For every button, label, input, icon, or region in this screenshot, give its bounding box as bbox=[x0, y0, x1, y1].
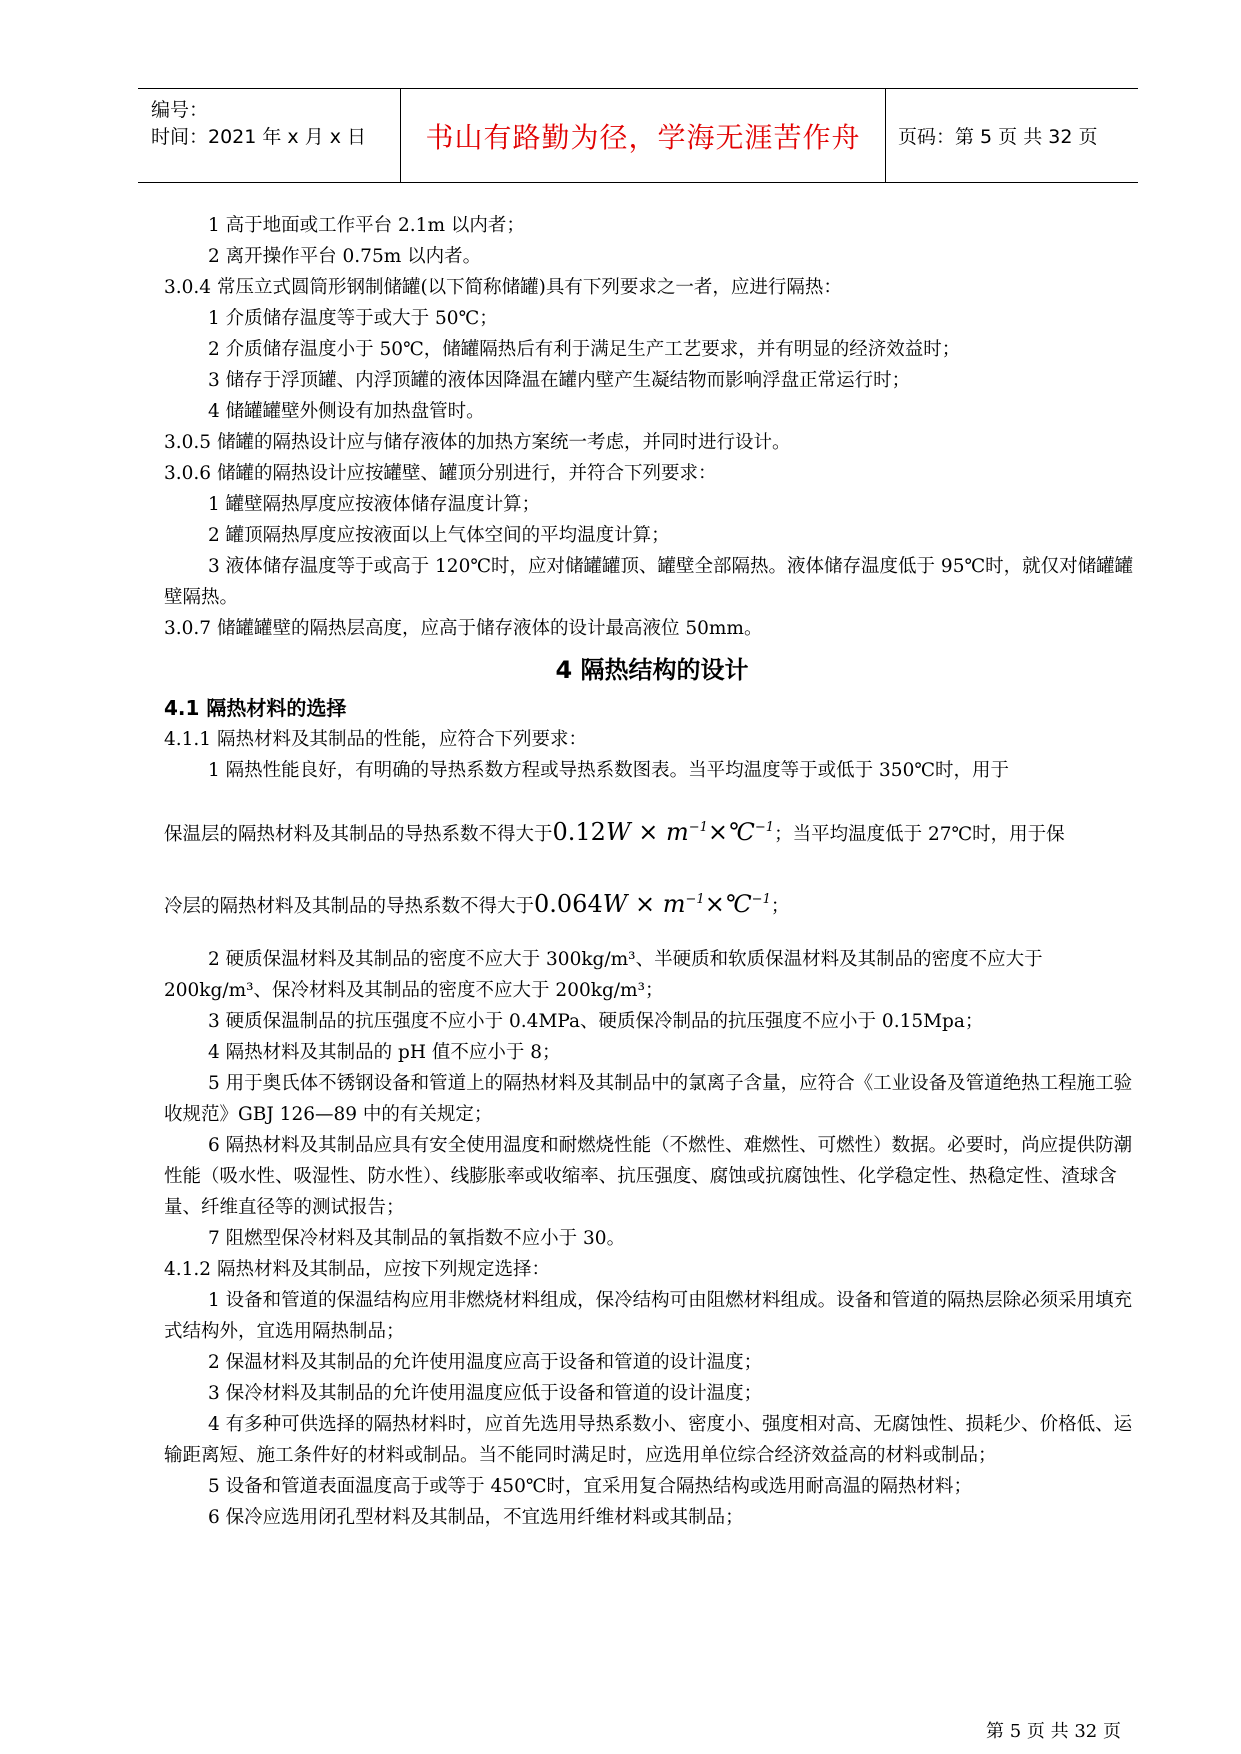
page-footer: 第 5 页 共 32 页 bbox=[986, 1721, 1121, 1742]
paragraph: 4 储罐罐壁外侧设有加热盘管时。 bbox=[208, 401, 485, 422]
page-header bbox=[138, 88, 1138, 183]
formula-text-before: 冷层的隔热材料及其制品的导热系数不得大于 bbox=[164, 896, 535, 917]
subsection-title: 4.1 隔热材料的选择 bbox=[164, 696, 347, 720]
formula-text-before: 保温层的隔热材料及其制品的导热系数不得大于 bbox=[164, 824, 553, 845]
paragraph: 3 储存于浮顶罐、内浮顶罐的液体因降温在罐内壁产生凝结物而影响浮盘正常运行时； bbox=[208, 370, 911, 391]
document-body bbox=[164, 210, 1140, 1533]
paragraph: 6 隔热材料及其制品应具有安全使用温度和耐燃烧性能（不燃性、难燃性、可燃性）数据。必要时，尚应提供防潮性能（吸水性、吸湿性、防水性）、线膨胀率或收缩率、抗压强度、腐蚀或抗腐蚀性、化学稳定性、热稳定性、渣球含量、纤维直径等的测试报告； bbox=[164, 1135, 1133, 1218]
paragraph: 7 阻燃型保冷材料及其制品的氧指数不应小于 30。 bbox=[208, 1228, 626, 1249]
paragraph: 3 液体储存温度等于或高于 120℃时，应对储罐罐顶、罐壁全部隔热。液体储存温度低于 95℃时，就仅对储罐罐壁隔热。 bbox=[164, 556, 1134, 608]
paragraph: 1 高于地面或工作平台 2.1m 以内者； bbox=[208, 215, 525, 236]
clause-3-0-4: 3.0.4 常压立式圆筒形钢制储罐(以下简称储罐)具有下列要求之一者，应进行隔热： bbox=[164, 277, 842, 298]
conductivity-formula: $0.064W \times m^{-1}\times℃^{-1}$ bbox=[534, 890, 771, 918]
clause-3-0-6: 3.0.6 储罐的隔热设计应按罐壁、罐顶分别进行，并符合下列要求： bbox=[164, 463, 717, 484]
paragraph: 5 设备和管道表面温度高于或等于 450℃时，宜采用复合隔热结构或选用耐高温的隔热材料； bbox=[208, 1476, 973, 1497]
paragraph: 4 有多种可供选择的隔热材料时，应首先选用导热系数小、密度小、强度相对高、无腐蚀性、损耗少、价格低、运输距离短、施工条件好的材料或制品。当不能同时满足时，应选用单位综合经济效益高的材料或制品； bbox=[164, 1414, 1133, 1466]
formula-text-after: ； bbox=[770, 896, 790, 917]
clause-3-0-7: 3.0.7 储罐罐壁的隔热层高度，应高于储存液体的设计最高液位 50mm。 bbox=[164, 618, 763, 639]
paragraph: 1 介质储存温度等于或大于 50℃； bbox=[208, 308, 498, 329]
paragraph: 1 罐壁隔热厚度应按液体储存温度计算； bbox=[208, 494, 541, 515]
header-meta-cell bbox=[138, 89, 401, 182]
paragraph: 4 隔热材料及其制品的 pH 值不应小于 8； bbox=[208, 1042, 561, 1063]
clause-4-1-1: 4.1.1 隔热材料及其制品的性能，应符合下列要求： bbox=[164, 729, 587, 750]
header-page-number: 页码：第 5 页 共 32 页 bbox=[898, 126, 1098, 148]
paragraph: 2 硬质保温材料及其制品的密度不应大于 300kg/m³、半硬质和软质保温材料及其制品的密度不应大于 200kg/m³、保冷材料及其制品的密度不应大于 200kg/m³； bbox=[164, 949, 1043, 1001]
paragraph: 2 介质储存温度小于 50℃，储罐隔热后有利于满足生产工艺要求，并有明显的经济效益时； bbox=[208, 339, 961, 360]
paragraph: 2 离开操作平台 0.75m 以内者。 bbox=[208, 246, 482, 267]
paragraph: 3 硬质保温制品的抗压强度不应小于 0.4MPa、硬质保冷制品的抗压强度不应小于 0.15Mpa； bbox=[208, 1011, 984, 1032]
formula-text-after: ；当平均温度低于 27℃时，用于保 bbox=[774, 824, 1065, 845]
clause-4-1-2: 4.1.2 隔热材料及其制品，应按下列规定选择： bbox=[164, 1259, 550, 1280]
paragraph: 3 保冷材料及其制品的允许使用温度应低于设备和管道的设计温度； bbox=[208, 1383, 763, 1404]
conductivity-formula: $0.12W \times m^{-1}\times℃^{-1}$ bbox=[552, 818, 775, 846]
header-motto: 书山有路勤为径，学海无涯苦作舟 bbox=[401, 89, 886, 182]
section-title: 4 隔热结构的设计 bbox=[555, 656, 749, 684]
formula-line-insulation bbox=[164, 812, 1140, 850]
formula-line-cold bbox=[164, 884, 1140, 922]
paragraph: 1 隔热性能良好，有明确的导热系数方程或导热系数图表。当平均温度等于或低于 350℃时，用于 bbox=[208, 760, 1010, 781]
paragraph: 2 保温材料及其制品的允许使用温度应高于设备和管道的设计温度； bbox=[208, 1352, 763, 1373]
paragraph: 6 保冷应选用闭孔型材料及其制品，不宜选用纤维材料或其制品； bbox=[208, 1507, 744, 1528]
paragraph: 5 用于奥氏体不锈钢设备和管道上的隔热材料及其制品中的氯离子含量，应符合《工业设备及管道绝热工程施工验收规范》GBJ 126—89 中的有关规定； bbox=[164, 1073, 1133, 1125]
doc-time-label: 时间：2021 年 x 月 x 日 bbox=[151, 126, 367, 148]
paragraph: 2 罐顶隔热厚度应按液面以上气体空间的平均温度计算； bbox=[208, 525, 670, 546]
doc-number-label: 编号： bbox=[151, 99, 209, 121]
clause-3-0-5: 3.0.5 储罐的隔热设计应与储存液体的加热方案统一考虑，并同时进行设计。 bbox=[164, 432, 791, 453]
paragraph: 1 设备和管道的保温结构应用非燃烧材料组成，保冷结构可由阻燃材料组成。设备和管道的隔热层除必须采用填充式结构外，宜选用隔热制品； bbox=[164, 1290, 1133, 1342]
